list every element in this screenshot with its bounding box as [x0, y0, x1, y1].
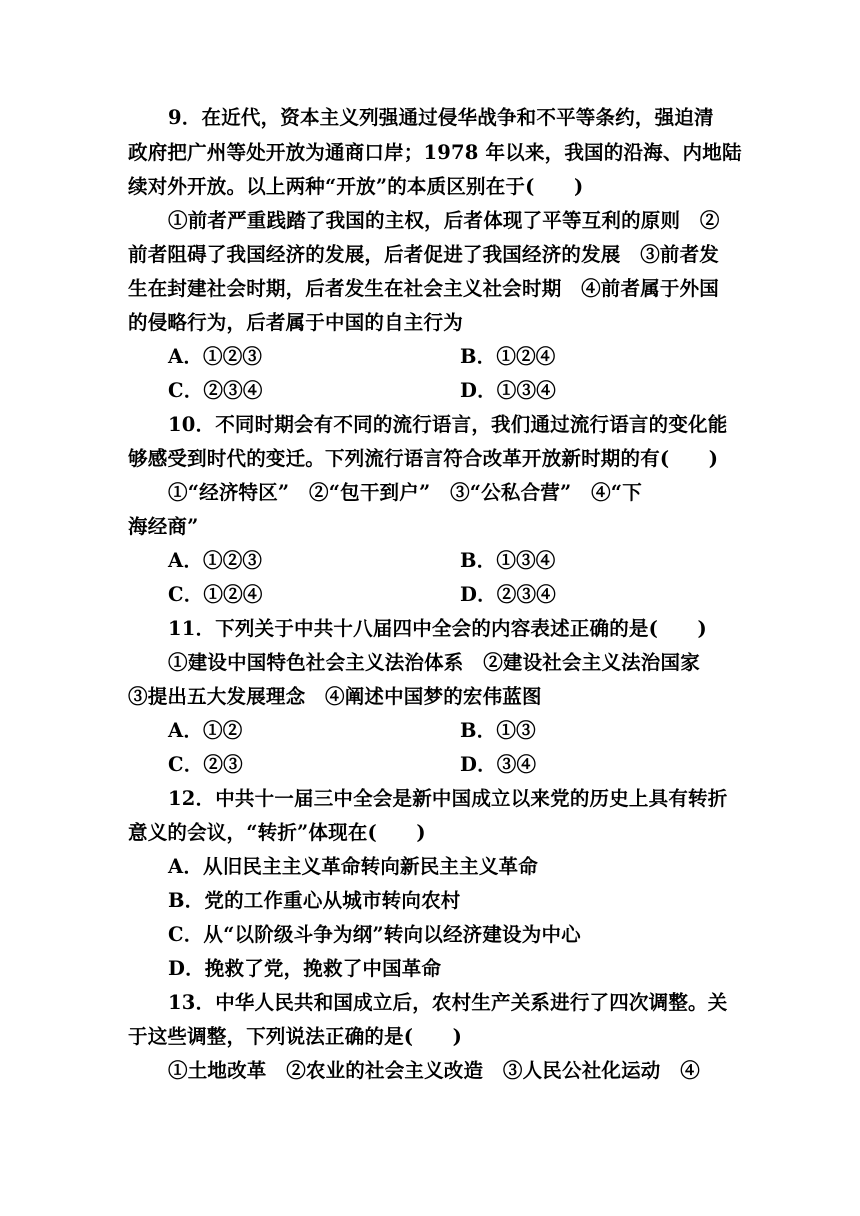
q13-stem-line-1: 13．中华人民共和国成立后，农村生产关系进行了四次调整。关 [168, 991, 728, 1014]
q10-statement-line-1: ①“经济特区” ②“包干到户” ③“公私合营” ④“下 [168, 481, 642, 504]
q9-statement-line-2: 前者阻碍了我国经济的发展，后者促进了我国经济的发展 ③前者发 [128, 243, 720, 266]
q11-option-b: B．①③ [460, 719, 536, 742]
q13-statement-line-1: ①土地改革 ②农业的社会主义改造 ③人民公社化运动 ④ [168, 1059, 700, 1082]
q12-stem-line-2: 意义的会议，“转折”体现在( ) [128, 821, 426, 844]
q12-option-b: B．党的工作重心从城市转向农村 [168, 889, 461, 912]
q9-option-c: C．②③④ [168, 379, 263, 402]
q9-stem-line-1: 9．在近代，资本主义列强通过侵华战争和不平等条约，强迫清 [168, 106, 714, 129]
q10-stem-line-2: 够感受到时代的变迁。下列流行语言符合改革开放新时期的有( ) [128, 447, 719, 470]
q10-stem-line-1: 10．不同时期会有不同的流行语言，我们通过流行语言的变化能 [168, 413, 728, 436]
q12-option-a: A．从旧民主主义革命转向新民主主义革命 [168, 855, 538, 878]
q10-option-d: D．②③④ [460, 583, 556, 606]
q9-stem-line-2: 政府把广州等处开放为通商口岸；1978 年以来，我国的沿海、内地陆 [128, 141, 742, 164]
q11-statement-line-1: ①建设中国特色社会主义法治体系 ②建设社会主义法治国家 [168, 651, 700, 674]
q10-option-a: A．①②③ [168, 549, 263, 572]
q9-option-b: B．①②④ [460, 345, 556, 368]
q12-option-d: D．挽救了党，挽救了中国革命 [168, 957, 442, 980]
q11-option-d: D．③④ [460, 753, 537, 776]
q12-stem-line-1: 12．中共十一届三中全会是新中国成立以来党的历史上具有转折 [168, 787, 728, 810]
q9-option-a: A．①②③ [168, 345, 263, 368]
q11-statement-line-2: ③提出五大发展理念 ④阐述中国梦的宏伟蓝图 [128, 685, 542, 708]
q10-option-c: C．①②④ [168, 583, 263, 606]
q11-option-c: C．②③ [168, 753, 243, 776]
q11-option-a: A．①② [168, 719, 243, 742]
q9-statement-line-1: ①前者严重践踏了我国的主权，后者体现了平等互利的原则 ② [168, 209, 720, 232]
q11-stem-line-1: 11．下列关于中共十八届四中全会的内容表述正确的是( ) [168, 617, 707, 640]
q12-option-c: C．从“以阶级斗争为纲”转向以经济建设为中心 [168, 923, 581, 946]
q9-statement-line-4: 的侵略行为，后者属于中国的自主行为 [128, 311, 463, 334]
q13-stem-line-2: 于这些调整，下列说法正确的是( ) [128, 1025, 463, 1048]
q10-statement-line-2: 海经商” [128, 515, 199, 538]
q9-statement-line-3: 生在封建社会时期，后者发生在社会主义社会时期 ④前者属于外国 [128, 277, 720, 300]
q9-stem-line-3: 续对外开放。以上两种“开放”的本质区别在于( ) [128, 175, 584, 198]
q10-option-b: B．①③④ [460, 549, 556, 572]
q9-option-d: D．①③④ [460, 379, 556, 402]
